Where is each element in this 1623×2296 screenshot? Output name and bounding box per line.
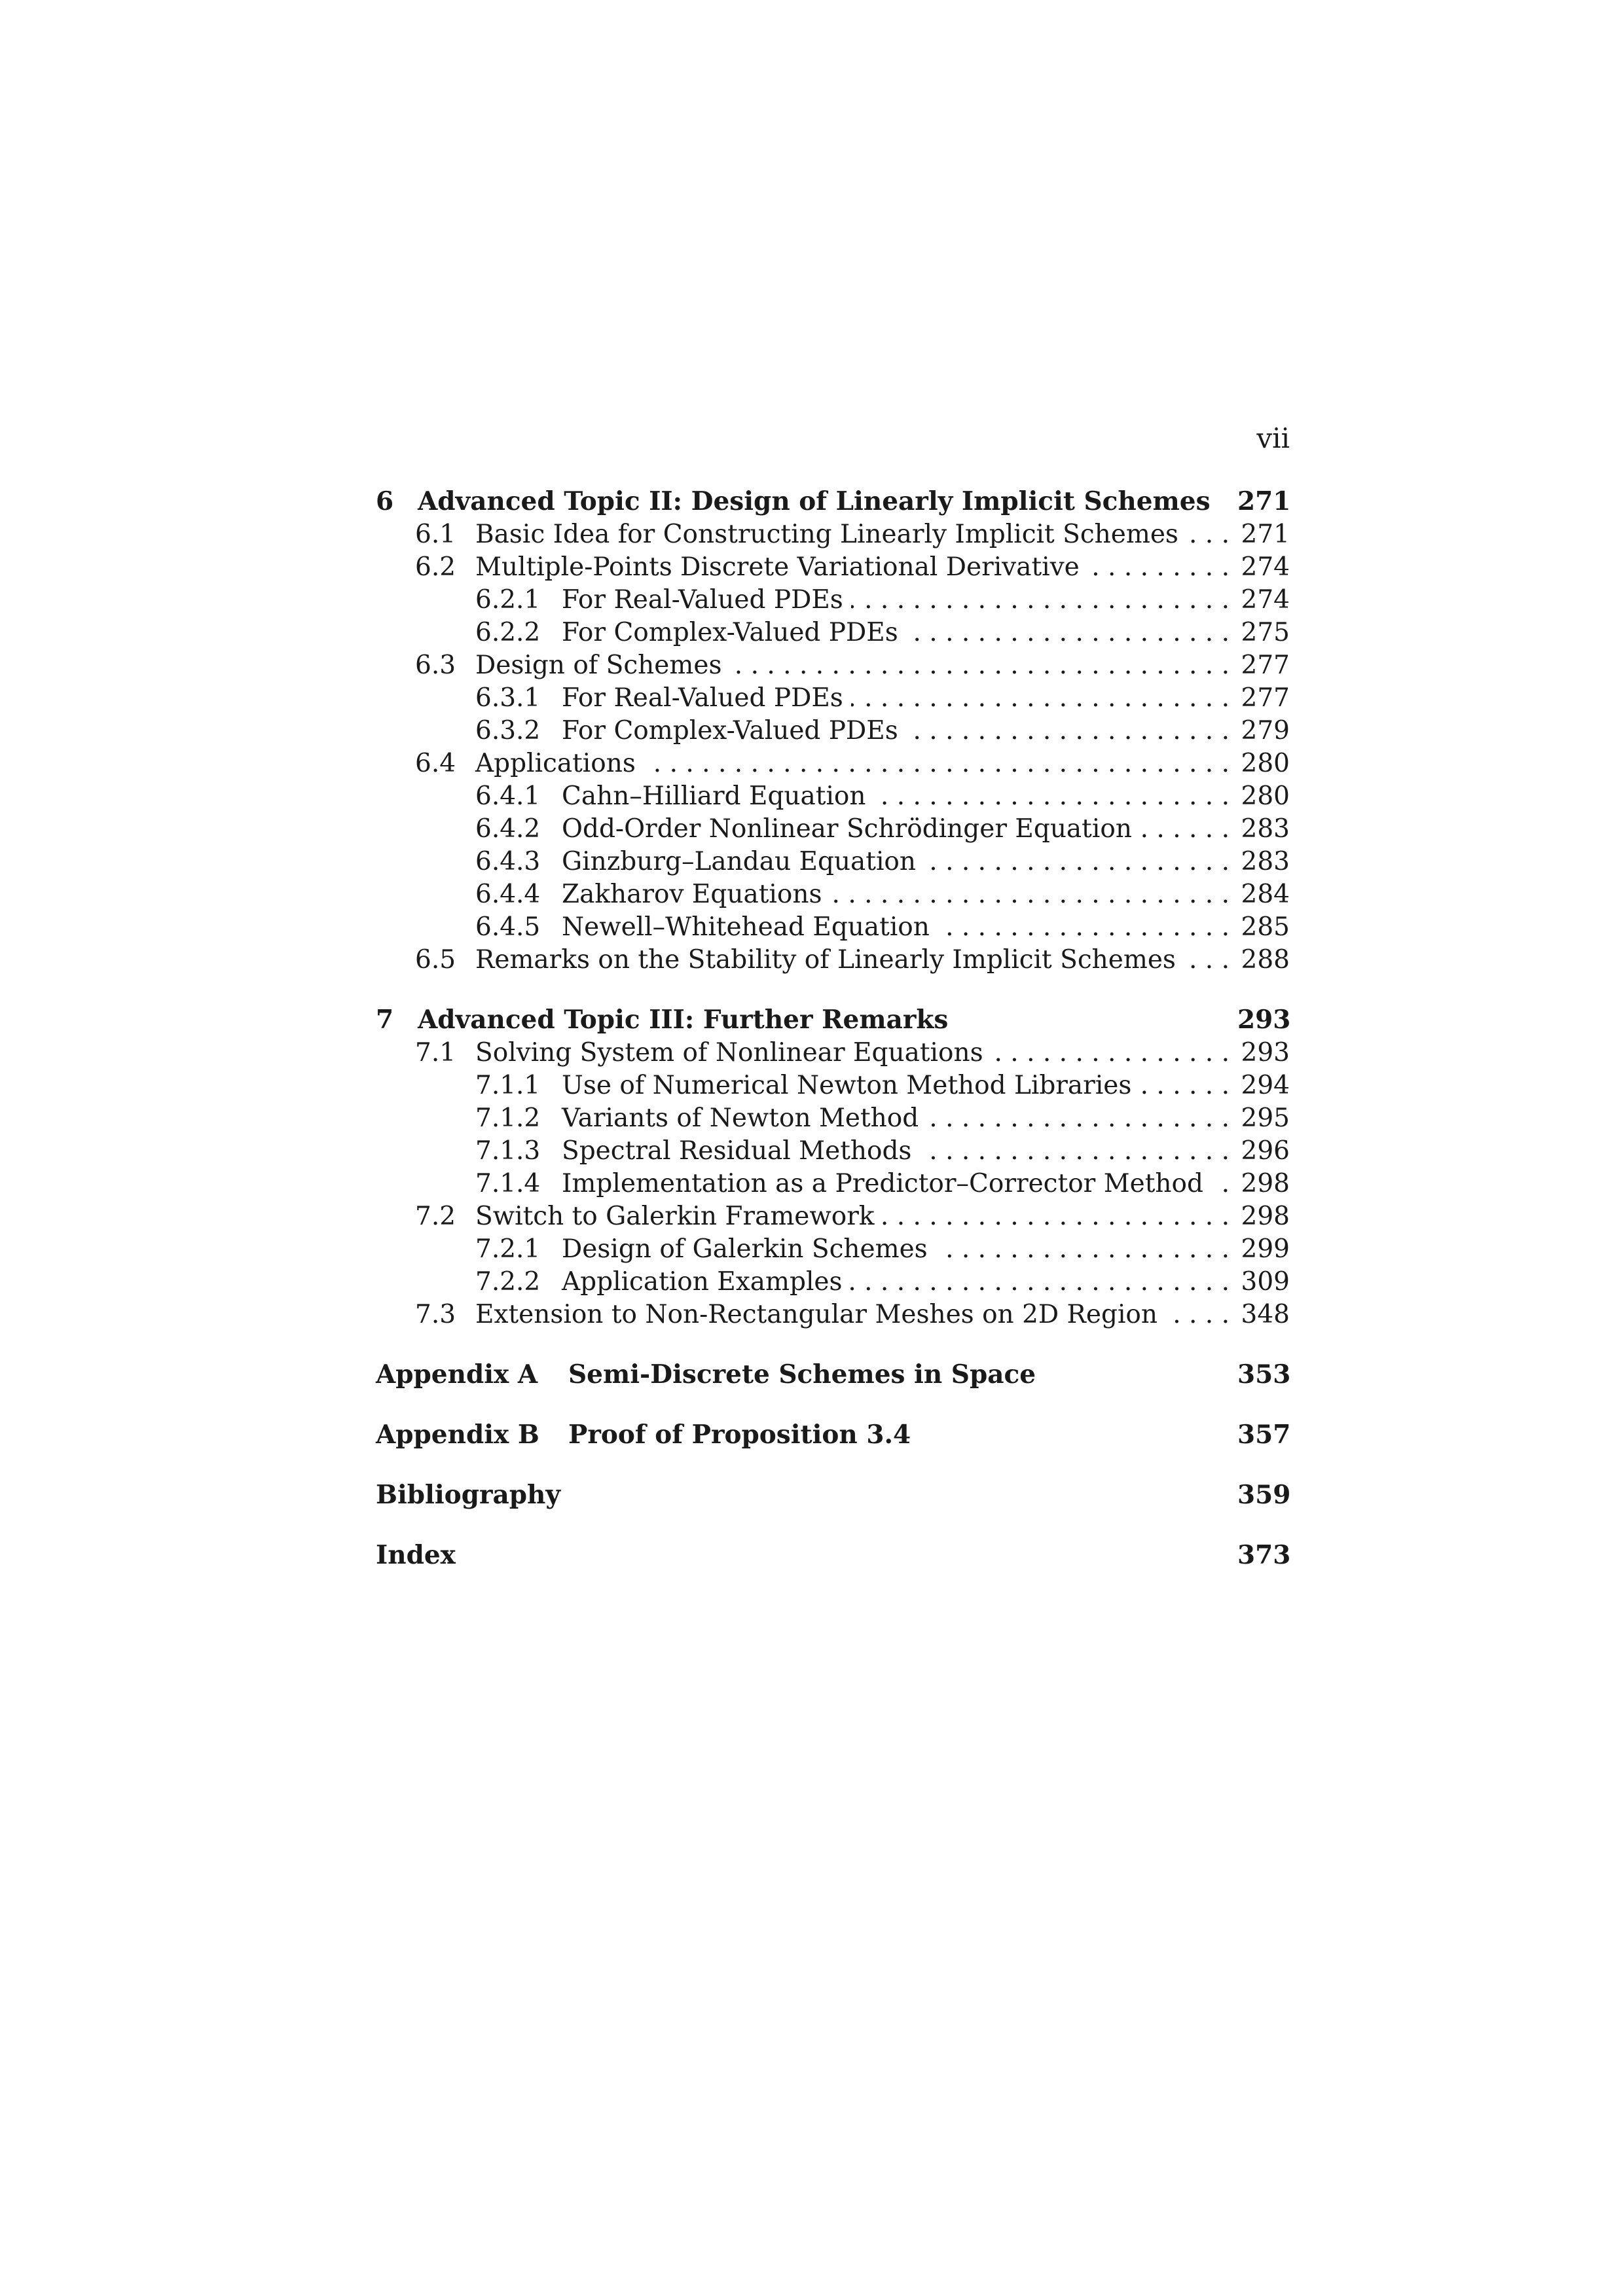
subsection-number: 6.4.1 (475, 781, 541, 811)
toc-subsection-6-4-1[interactable] (376, 780, 1290, 813)
leader-dots (936, 1233, 1230, 1266)
leader-dots (1184, 944, 1230, 977)
toc-section-7-3[interactable] (376, 1299, 1290, 1331)
subsection-page: 299 (1241, 1234, 1290, 1264)
appendix-label: Appendix B (376, 1420, 539, 1450)
leader-dots (874, 780, 1230, 813)
subsection-title: Ginzburg–Landau Equation (562, 847, 917, 876)
section-page: 298 (1241, 1202, 1290, 1231)
toc-subsection-6-2-1[interactable] (376, 584, 1290, 617)
leader-dots (851, 584, 1230, 617)
subsection-title: Spectral Residual Methods (562, 1136, 912, 1166)
leader-dots (1087, 551, 1230, 584)
leader-dots (1165, 1299, 1230, 1331)
toc-chapter-6[interactable] (376, 484, 1290, 518)
subsection-number: 6.4.3 (475, 847, 541, 876)
subsection-title: Use of Numerical Newton Method Libraries (562, 1071, 1132, 1100)
subsection-page: 295 (1241, 1103, 1290, 1133)
section-page: 288 (1241, 945, 1290, 975)
section-number: 6.3 (415, 651, 456, 680)
chapter-number: 6 (376, 486, 394, 516)
toc-subsection-6-3-1[interactable] (376, 682, 1290, 715)
subsection-title: For Real-Valued PDEs (562, 585, 843, 615)
subsection-number: 7.2.1 (475, 1234, 541, 1264)
toc-section-6-5[interactable] (376, 944, 1290, 977)
page-number: vii (1256, 422, 1290, 454)
section-page: 293 (1241, 1038, 1290, 1067)
subsection-page: 309 (1241, 1267, 1290, 1297)
toc-subsection-6-4-2[interactable] (376, 813, 1290, 846)
subsection-title: Odd-Order Nonlinear Schrödinger Equation (562, 814, 1132, 844)
subsection-number: 7.1.2 (475, 1103, 541, 1133)
section-page: 271 (1241, 520, 1290, 549)
subsection-page: 280 (1241, 781, 1290, 811)
toc-section-7-1[interactable] (376, 1037, 1290, 1069)
subsection-title: For Complex-Valued PDEs (562, 618, 898, 647)
subsection-page: 274 (1241, 585, 1290, 615)
bibliography-title: Bibliography (376, 1480, 561, 1510)
subsection-number: 7.1.4 (475, 1169, 541, 1198)
appendix-page: 353 (1237, 1359, 1291, 1390)
subsection-title: For Complex-Valued PDEs (562, 716, 898, 745)
toc-subsection-7-1-1[interactable] (376, 1069, 1290, 1102)
subsection-title: Application Examples (562, 1267, 843, 1297)
section-title: Extension to Non-Rectangular Meshes on 2D Region (475, 1300, 1158, 1329)
toc-index[interactable] (376, 1538, 1290, 1572)
subsection-page: 296 (1241, 1136, 1290, 1166)
subsection-page: 283 (1241, 847, 1290, 876)
index-page: 373 (1237, 1540, 1291, 1570)
toc-subsection-7-2-2[interactable] (376, 1266, 1290, 1299)
toc-appendix-b[interactable] (376, 1418, 1290, 1452)
subsection-page: 284 (1241, 880, 1290, 909)
toc-subsection-6-4-3[interactable] (376, 846, 1290, 878)
section-title: Multiple-Points Discrete Variational Derivative (475, 552, 1080, 582)
leader-dots (1140, 813, 1230, 846)
appendix-title: Semi-Discrete Schemes in Space (568, 1359, 1036, 1390)
leader-dots (919, 1135, 1230, 1168)
leader-dots (991, 1037, 1230, 1069)
section-number: 7.3 (415, 1300, 456, 1329)
subsection-page: 285 (1241, 912, 1290, 942)
section-title: Solving System of Nonlinear Equations (475, 1038, 983, 1067)
leader-dots (883, 1200, 1230, 1233)
section-title: Remarks on the Stability of Linearly Implicit Schemes (475, 945, 1176, 975)
leader-dots (851, 682, 1230, 715)
subsection-number: 6.3.2 (475, 716, 541, 745)
toc-bibliography[interactable] (376, 1478, 1290, 1512)
toc-section-6-3[interactable] (376, 649, 1290, 682)
subsection-page: 277 (1241, 683, 1290, 713)
section-number: 7.2 (415, 1202, 456, 1231)
leader-dots (906, 715, 1230, 747)
subsection-page: 283 (1241, 814, 1290, 844)
subsection-title: Implementation as a Predictor–Corrector Method (562, 1169, 1203, 1198)
section-number: 6.4 (415, 749, 456, 778)
toc-subsection-6-2-2[interactable] (376, 617, 1290, 649)
toc-subsection-6-4-5[interactable] (376, 911, 1290, 944)
subsection-number: 7.1.3 (475, 1136, 541, 1166)
toc-section-6-2[interactable] (376, 551, 1290, 584)
appendix-label: Appendix A (376, 1359, 538, 1390)
section-page: 280 (1241, 749, 1290, 778)
leader-dots (926, 1102, 1230, 1135)
leader-dots (644, 747, 1230, 780)
leader-dots (729, 649, 1230, 682)
bibliography-page: 359 (1237, 1480, 1291, 1510)
toc-section-7-2[interactable] (376, 1200, 1290, 1233)
subsection-number: 6.2.1 (475, 585, 541, 615)
chapter-title: Advanced Topic II: Design of Linearly Implicit Schemes (418, 486, 1211, 516)
leader-dots (1139, 1069, 1230, 1102)
section-title: Switch to Galerkin Framework (475, 1202, 875, 1231)
subsection-page: 294 (1241, 1071, 1290, 1100)
index-title: Index (376, 1540, 456, 1570)
leader-dots (830, 878, 1230, 911)
table-of-contents (376, 484, 1290, 1572)
section-number: 6.1 (415, 520, 456, 549)
toc-subsection-7-2-1[interactable] (376, 1233, 1290, 1266)
leader-dots (938, 911, 1230, 944)
section-number: 6.2 (415, 552, 456, 582)
subsection-title: Newell–Whitehead Equation (562, 912, 930, 942)
subsection-title: Design of Galerkin Schemes (562, 1234, 928, 1264)
chapter-title: Advanced Topic III: Further Remarks (418, 1005, 949, 1035)
subsection-number: 6.2.2 (475, 618, 541, 647)
subsection-page: 298 (1241, 1169, 1290, 1198)
leader-dots (1186, 518, 1230, 551)
chapter-page: 271 (1237, 486, 1291, 516)
subsection-number: 6.4.2 (475, 814, 541, 844)
subsection-number: 7.2.2 (475, 1267, 541, 1297)
appendix-page: 357 (1237, 1420, 1291, 1450)
subsection-title: Cahn–Hilliard Equation (562, 781, 866, 811)
section-title: Basic Idea for Constructing Linearly Implicit Schemes (475, 520, 1178, 549)
section-number: 6.5 (415, 945, 456, 975)
toc-section-6-4[interactable] (376, 747, 1290, 780)
appendix-title: Proof of Proposition 3.4 (568, 1420, 911, 1450)
toc-appendix-a[interactable] (376, 1357, 1290, 1391)
subsection-page: 275 (1241, 618, 1290, 647)
subsection-number: 6.4.4 (475, 880, 541, 909)
subsection-title: For Real-Valued PDEs (562, 683, 843, 713)
section-page: 348 (1241, 1300, 1290, 1329)
leader-dots (924, 846, 1230, 878)
section-page: 274 (1241, 552, 1290, 582)
subsection-title: Zakharov Equations (562, 880, 822, 909)
subsection-page: 279 (1241, 716, 1290, 745)
section-page: 277 (1241, 651, 1290, 680)
section-title: Design of Schemes (475, 651, 722, 680)
toc-subsection-7-1-2[interactable] (376, 1102, 1290, 1135)
leader-dots (906, 617, 1230, 649)
toc-subsection-7-1-4[interactable] (376, 1168, 1290, 1200)
toc-subsection-6-4-4[interactable] (376, 878, 1290, 911)
section-number: 7.1 (415, 1038, 456, 1067)
toc-subsection-7-1-3[interactable] (376, 1135, 1290, 1168)
subsection-number: 6.4.5 (475, 912, 541, 942)
chapter-number: 7 (376, 1005, 394, 1035)
leader-dots (850, 1266, 1230, 1299)
leader-dots (1211, 1168, 1230, 1200)
subsection-number: 6.3.1 (475, 683, 541, 713)
subsection-title: Variants of Newton Method (562, 1103, 919, 1133)
subsection-number: 7.1.1 (475, 1071, 541, 1100)
toc-chapter-7[interactable] (376, 1003, 1290, 1037)
chapter-page: 293 (1237, 1005, 1291, 1035)
toc-subsection-6-3-2[interactable] (376, 715, 1290, 747)
section-title: Applications (475, 749, 636, 778)
toc-section-6-1[interactable] (376, 518, 1290, 551)
